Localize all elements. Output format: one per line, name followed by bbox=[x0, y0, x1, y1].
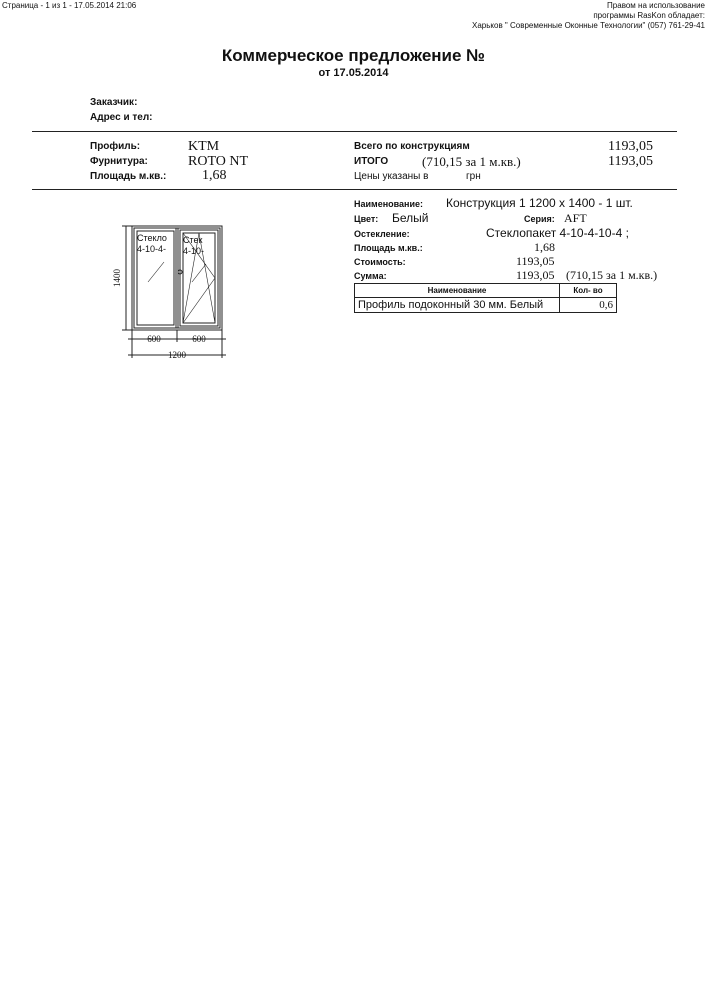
address-label: Адрес и тел: bbox=[90, 112, 153, 123]
left-glass-label-1: Стекло bbox=[137, 233, 167, 243]
profile-value: KTM bbox=[188, 139, 220, 154]
right-glass-label-1: Стек bbox=[183, 235, 203, 245]
glazing-label: Остекление: bbox=[354, 229, 410, 239]
row-name-cell: Профиль подоконный 30 мм. Белый bbox=[355, 298, 560, 313]
series-value: AFT bbox=[564, 211, 587, 225]
right-width-dimension: 600 bbox=[192, 334, 206, 344]
area-value: 1,68 bbox=[202, 168, 227, 183]
sum-label: Сумма: bbox=[354, 271, 387, 281]
color-value: Белый bbox=[392, 211, 429, 225]
right-glass-label-2: 4-10- bbox=[183, 246, 205, 256]
grand-total-label: ИТОГО bbox=[354, 156, 389, 167]
divider-middle bbox=[32, 189, 677, 190]
construction-area-value: 1,68 bbox=[534, 240, 555, 254]
table-header-row bbox=[355, 284, 617, 298]
total-constructions-value: 1193,05 bbox=[608, 139, 653, 154]
row-qty-cell: 0,6 bbox=[560, 298, 617, 313]
profile-label: Профиль: bbox=[90, 141, 141, 152]
column-header-qty: Кол- во bbox=[560, 284, 617, 298]
cost-value: 1193,05 bbox=[516, 254, 555, 268]
construction-name-value: Конструкция 1 1200 х 1400 - 1 шт. bbox=[446, 196, 633, 210]
hardware-value: ROTO NT bbox=[188, 154, 249, 169]
page-info: Страница - 1 из 1 - 17.05.2014 21:06 bbox=[2, 1, 137, 10]
total-constructions-label: Всего по конструкциям bbox=[354, 141, 470, 152]
hardware-label: Фурнитура: bbox=[90, 156, 148, 167]
grand-total-value: 1193,05 bbox=[608, 154, 653, 169]
construction-area-label: Площадь м.кв.: bbox=[354, 243, 423, 253]
left-glass-label-2: 4-10-4- bbox=[137, 244, 167, 254]
table-row bbox=[355, 298, 617, 313]
glazing-value: Стеклопакет 4-10-4-10-4 ; bbox=[486, 226, 629, 240]
grand-total-per-sqm: (710,15 за 1 м.кв.) bbox=[422, 154, 521, 169]
series-label: Серия: bbox=[524, 214, 555, 224]
license-line-2: программы RasKon обладает: bbox=[593, 11, 705, 20]
company-line: Харьков " Современные Оконные Технологии" (057) 761-29-41 bbox=[472, 21, 705, 30]
sum-per-sqm: (710,15 за 1 м.кв.) bbox=[566, 268, 658, 282]
construction-name-label: Наименование: bbox=[354, 199, 424, 209]
customer-label: Заказчик: bbox=[90, 97, 138, 108]
height-dimension: 1400 bbox=[112, 269, 122, 287]
sum-value: 1193,05 bbox=[516, 268, 555, 282]
divider-top bbox=[32, 131, 677, 132]
total-width-dimension: 1200 bbox=[168, 350, 186, 360]
window-drawing bbox=[108, 212, 232, 368]
column-header-name: Наименование bbox=[355, 284, 560, 298]
left-width-dimension: 600 bbox=[147, 334, 161, 344]
color-label: Цвет: bbox=[354, 214, 379, 224]
cost-label: Стоимость: bbox=[354, 257, 406, 267]
currency: грн bbox=[466, 171, 481, 182]
area-label: Площадь м.кв.: bbox=[90, 171, 167, 182]
license-line-1: Правом на использование bbox=[607, 1, 705, 10]
currency-note: Цены указаны в bbox=[354, 171, 429, 182]
accessories-table bbox=[354, 283, 617, 313]
page-title: Коммерческое предложение № bbox=[221, 46, 486, 65]
document-date: от 17.05.2014 bbox=[318, 67, 389, 79]
